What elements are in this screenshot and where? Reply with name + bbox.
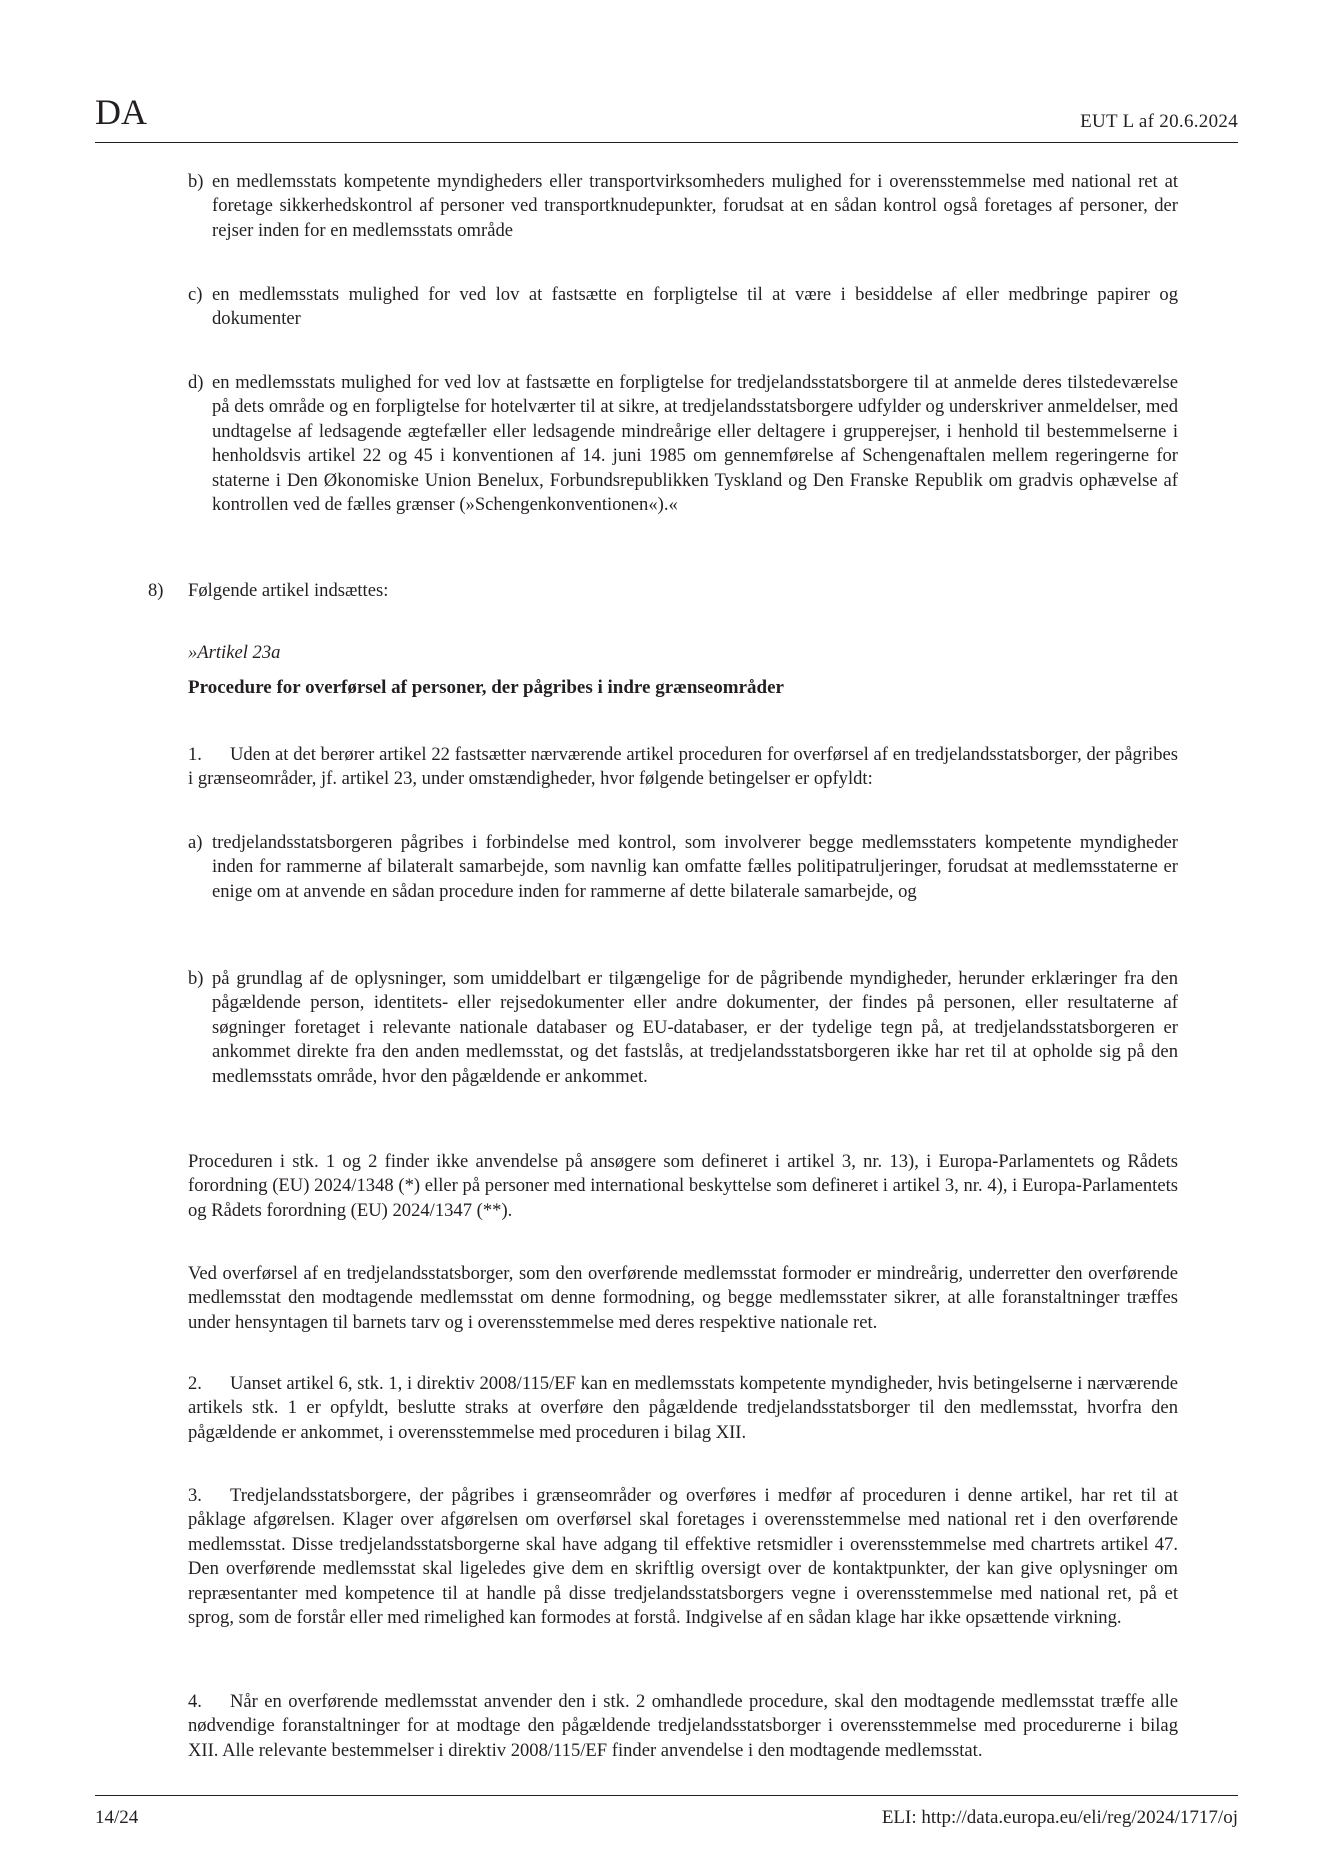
list-item-label: a) <box>188 832 203 853</box>
paragraph-text: Uden at det berører artikel 22 fastsætter nærværende artikel proceduren for overførsel af en tredjelandsstatsborger, der pågribes i grænseområder, jf. artikel 23, under omstændigheder, hvor følgende betingelser er opfyldt: <box>188 744 1178 790</box>
paragraph-text: Uanset artikel 6, stk. 1, i direktiv 2008/115/EF kan en medlemsstats kompetente myndigheder, hvis betingelserne i nærværende artikels stk. 1 er opfyldt, beslutte straks at overføre den pågældende tredjelandsstatsborger til den medlemsstat, hvorfra den pågældende er ankommet, i overensstemmelse med proceduren i bilag XII. <box>188 1373 1178 1443</box>
paragraph-text: Når en overførende medlemsstat anvender den i stk. 2 omhandlede procedure, skal den modtagende medlemsstat træffe alle nødvendige foranstaltninger for at modtage den pågældende tredjelandsstatsborger i overensstemmelse med procedurerne i bilag XII. Alle relevante bestemmelser i direktiv 2008/115/EF finder anvendelse i den modtagende medlemsstat. <box>188 1691 1178 1761</box>
page-number: 14/24 <box>95 1807 139 1828</box>
list-item-d-top <box>188 371 1178 517</box>
list-item-b <box>188 967 1178 1089</box>
journal-reference: EUT L af 20.6.2024 <box>1080 111 1238 132</box>
header-divider <box>95 142 1238 143</box>
article-label: »Artikel 23a <box>188 642 281 663</box>
list-item-label: c) <box>188 284 203 305</box>
eli-link[interactable]: ELI: http://data.europa.eu/eli/reg/2024/1717/oj <box>881 1807 1238 1828</box>
footer-divider <box>95 1795 1238 1796</box>
paragraph-number: 3. <box>188 1485 202 1506</box>
article-paragraph-3 <box>188 1484 1178 1630</box>
list-item-label: b) <box>188 171 204 192</box>
subparagraph-minors: Ved overførsel af en tredjelandsstatsborger, som den overførende medlemsstat formoder er mindreårig, underretter den overførende medlemsstat den modtagende medlemsstat om denne formodning, og begge medlemsstater sikrer, at alle foranstaltninger træffes under hensyntagen til barnets tarv og i overensstemmelse med deres respektive nationale ret. <box>188 1263 1178 1333</box>
paragraph-text: Tredjelandsstatsborgere, der pågribes i grænseområder og overføres i medfør af proceduren i denne artikel, har ret til at påklage afgørelsen. Klager over afgørelsen om overførsel skal foretages i overensstemmelse med national ret i den overførende medlemsstat. Disse tredjelandsstatsborgerne skal have adgang til effektive retsmidler i overensstemmelse med chartrets artikel 47. Den overførende medlemsstat skal ligeledes give dem en skriftlig oversigt over de kontaktpunkter, der kan give oplysninger om repræsentanter med kompetence til at handle på disse tredjelandsstatsborgers vegne i overensstemmelse med national ret, på et sprog, som de forstår eller med rimelighed kan formodes at forstå. Indgivelse af en sådan klage har ikke opsættende virkning. <box>188 1485 1178 1629</box>
subparagraph-applicants: Proceduren i stk. 1 og 2 finder ikke anvendelse på ansøgere som defineret i artikel 3, nr. 13), i Europa-Parlamentets og Rådets forordning (EU) 2024/1348 (*) eller på personer med international beskyttelse som defineret i artikel 3, nr. 4), i Europa-Parlamentets og Rådets forordning (EU) 2024/1347 (**). <box>188 1151 1178 1221</box>
article-paragraph-4 <box>188 1690 1178 1763</box>
article-paragraph-2 <box>188 1372 1178 1445</box>
article-paragraph-1 <box>188 743 1178 792</box>
list-item-text: en medlemsstats mulighed for ved lov at fastsætte en forpligtelse til at være i besiddelse af eller medbringe papirer og dokumenter <box>212 284 1178 330</box>
article-title: Procedure for overførsel af personer, der pågribes i indre grænseområder <box>188 677 784 698</box>
list-item-b-top <box>188 170 1178 243</box>
paragraph-number: 1. <box>188 744 202 765</box>
list-item-label: b) <box>188 968 204 989</box>
list-item-a <box>188 831 1178 904</box>
list-item-text: en medlemsstats kompetente myndigheders eller transportvirksomheders mulighed for i overensstemmelse med national ret at foretage sikkerhedskontrol af personer ved transportknudepunkter, forudsat at en sådan kontrol også foretages af personer, der rejser inden for en medlemsstats område <box>212 171 1178 241</box>
list-item-text: tredjelandsstatsborgeren pågribes i forbindelse med kontrol, som involverer begge medlemsstaters kompetente myndigheder inden for rammerne af bilateralt samarbejde, som navnlig kan omfatte fælles politipatruljeringer, forudsat at medlemsstaterne er enige om at anvende en sådan procedure inden for rammerne af dette bilaterale samarbejde, og <box>212 832 1178 902</box>
list-item-label: d) <box>188 372 204 393</box>
paragraph-number: 2. <box>188 1373 202 1394</box>
point-8-label: 8) <box>148 580 164 601</box>
point-8-text: Følgende artikel indsættes: <box>188 580 389 601</box>
language-code: DA <box>95 92 147 132</box>
list-item-text: en medlemsstats mulighed for ved lov at fastsætte en forpligtelse for tredjelandsstatsborgere til at anmelde deres tilstedeværelse på dets område og en forpligtelse for hotelværter til at sikre, at tredjelandsstatsborgere udfylder og underskriver anmeldelser, med undtagelse af ledsagende ægtefæller eller ledsagende mindreårige eller deltagere i grupperejser, i henhold til bestemmelserne i henholdsvis artikel 22 og 45 i konventionen af 14. juni 1985 om gennemførelse af Schengenaftalen mellem regeringerne for staterne i Den Økonomiske Union Benelux, Forbundsrepublikken Tyskland og Den Franske Republik om gradvis ophævelse af kontrollen ved de fælles grænser (»Schengenkonventionen«).« <box>212 372 1178 516</box>
list-item-c-top <box>188 283 1178 332</box>
list-item-text: på grundlag af de oplysninger, som umiddelbart er tilgængelige for de pågribende myndigheder, herunder erklæringer fra den pågældende person, identitets- eller rejsedokumenter eller andre dokumenter, der findes på personen, eller resultaterne af søgninger foretaget i relevante nationale databaser og EU-databaser, er der tydelige tegn på, at tredjelandsstatsborgeren er ankommet direkte fra den anden medlemsstat, og det fastslås, at tredjelandsstatsborgeren ikke har ret til at opholde sig på den medlemsstats område, hvor den pågældende er ankommet. <box>212 968 1178 1087</box>
paragraph-number: 4. <box>188 1691 202 1712</box>
